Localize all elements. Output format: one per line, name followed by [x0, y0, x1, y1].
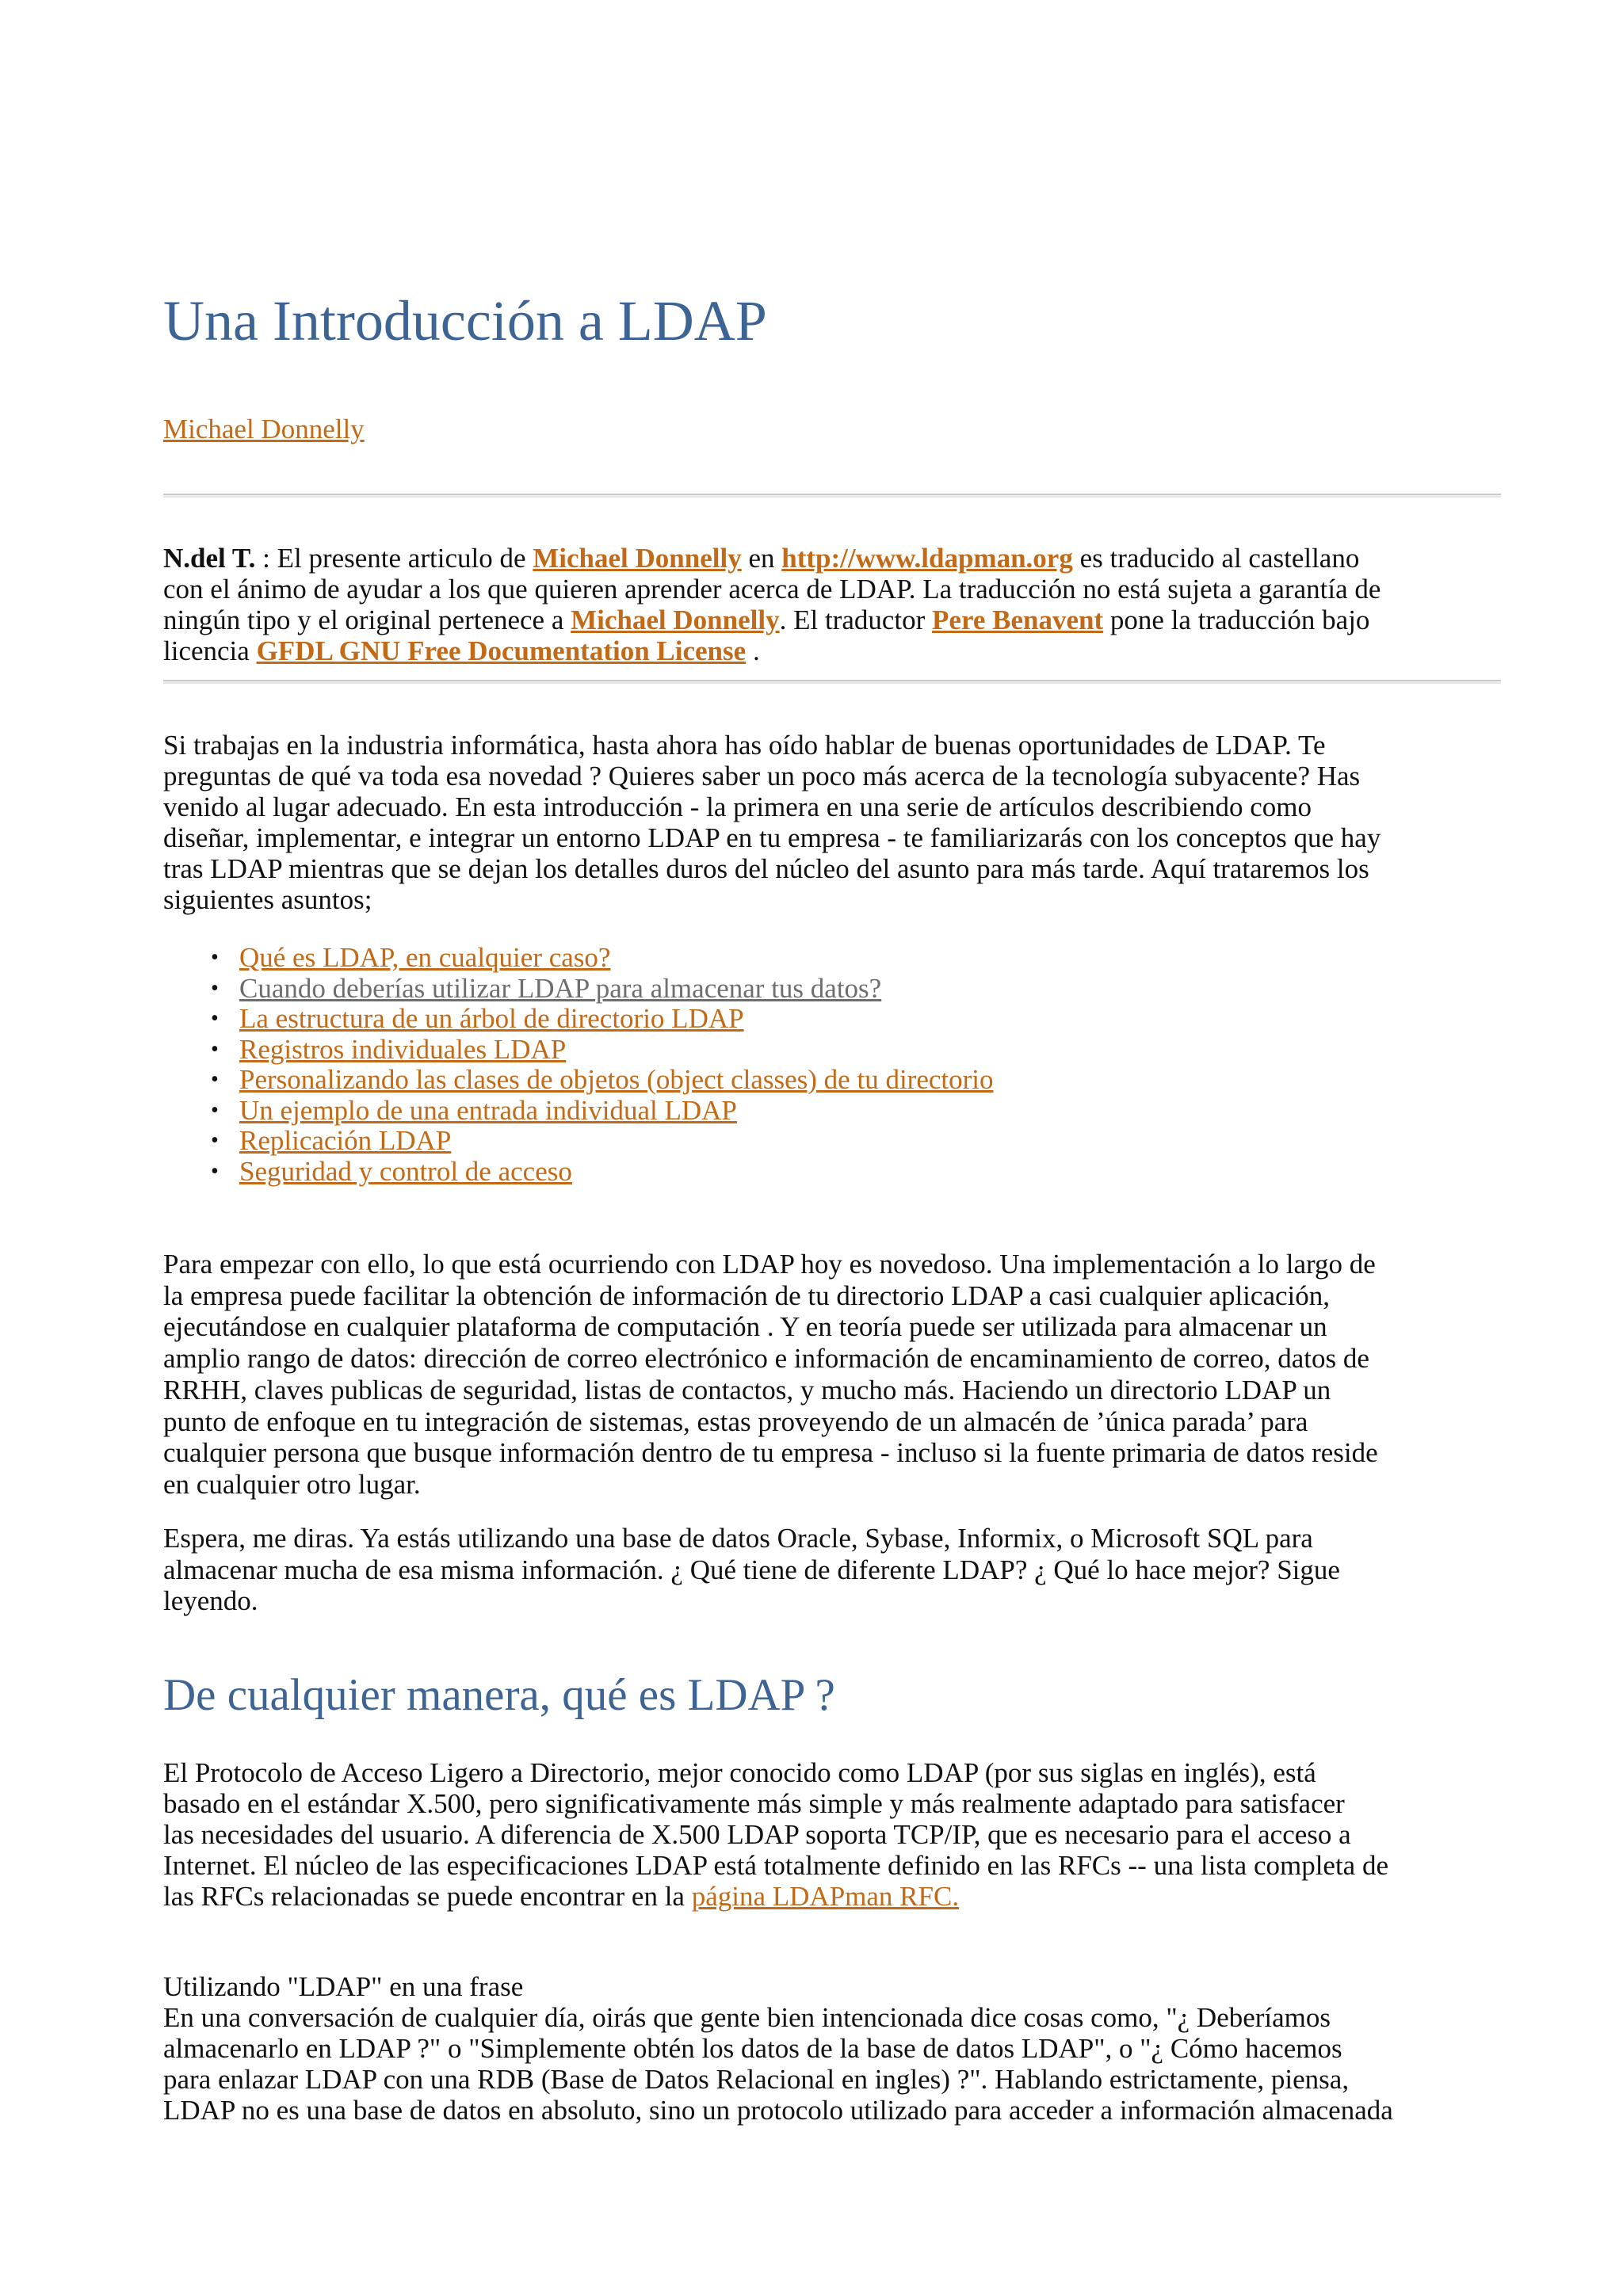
divider-bottom: [163, 680, 1501, 684]
translator-note-label: N.del T.: [163, 543, 256, 574]
toc-link-object-classes[interactable]: Personalizando las clases de objetos (object classes) de tu directorio: [239, 1064, 994, 1095]
paragraph-4: El Protocolo de Acceso Ligero a Directorio, mejor conocido como LDAP (por sus siglas en inglés), está basado en el estándar X.500, pero significativamente más simple y más realmente adaptado para satisfacer las necesidades del usuario. A diferencia de X.500 LDAP soporta TCP/IP, que es necesario para el acceso a Internet. El núcleo de las especificaciones LDAP está totalmente definido en las RFCs -- una lista completa de las RFCs relacionadas se puede encontrar en la página LDAPman RFC.: [163, 1757, 1388, 1912]
toc-link-entry-example[interactable]: Un ejemplo de una entrada individual LDAP: [239, 1094, 737, 1126]
list-item: [203, 1126, 994, 1157]
bullet-icon: •: [211, 1006, 219, 1031]
translator-note-line-1: N.del T. : El presente articulo de Michael Donnelly en http://www.ldapman.org es traducido al castellano: [163, 543, 1360, 574]
toc-link-individual-records[interactable]: Registros individuales LDAP: [239, 1033, 567, 1065]
bullet-icon: •: [211, 975, 219, 1001]
translator-note: [163, 543, 1501, 666]
paragraph-5: En una conversación de cualquier día, oirás que gente bien intencionada dice cosas como, "¿ Deberíamos almacenarlo en LDAP ?" o "Simplemente obtén los datos de la base de datos LDAP", o "¿ Cómo hacemos para enlazar LDAP con una RDB (Base de Datos Relacional en ingles) ?". Hablando estrictamente, piensa, LDAP no es una base de datos en absoluto, sino un protocolo utilizado para acceder a información almacenada: [163, 2002, 1393, 2126]
toc-link-when-to-use[interactable]: Cuando deberías utilizar LDAP para almacenar tus datos?: [239, 972, 882, 1004]
author-link[interactable]: Michael Donnelly: [163, 414, 365, 444]
translator-note-author-link-2[interactable]: Michael Donnelly: [571, 605, 780, 635]
rfc-page-link[interactable]: página LDAPman RFC.: [691, 1881, 960, 1912]
list-item: [203, 1096, 994, 1127]
section-title: De cualquier manera, qué es LDAP ?: [163, 1670, 835, 1720]
toc-link-what-is-ldap[interactable]: Qué es LDAP, en cualquier caso?: [239, 942, 611, 973]
paragraph-3: Espera, me diras. Ya estás utilizando una base de datos Oracle, Sybase, Informix, o Microsoft SQL para almacenar mucha de esa misma información. ¿ Qué tiene de diferente LDAP? ¿ Qué lo hace mejor? Sigue leyendo.: [163, 1523, 1340, 1616]
subheading: Utilizando "LDAP" en una frase: [163, 1971, 524, 2002]
bullet-icon: •: [211, 1036, 219, 1062]
translator-note-line-4: licencia GFDL GNU Free Documentation License .: [163, 635, 760, 666]
toc-link-replication[interactable]: Replicación LDAP: [239, 1125, 452, 1156]
bullet-icon: •: [211, 1128, 219, 1153]
list-item: [203, 1157, 994, 1188]
bullet-icon: •: [211, 1158, 219, 1184]
translator-note-line-3: ningún tipo y el original pertenece a Michael Donnelly. El traductor Pere Benavent pone la traducción bajo: [163, 605, 1370, 635]
list-item: [203, 1004, 994, 1035]
bullet-icon: •: [211, 1067, 219, 1092]
topics-list: [203, 943, 994, 1187]
intro-paragraph: Si trabajas en la industria informática, hasta ahora has oído hablar de buenas oportunidades de LDAP. Te preguntas de qué va toda esa novedad ? Quieres saber un poco más acerca de la tecnología subyacente? Has venido al lugar adecuado. En esta introducción - la primera en una serie de artículos describiendo como diseñar, implementar, e integrar un entorno LDAP en tu empresa - te familiarizarás con los conceptos que hay tras LDAP mientras que se dejan los detalles duros del núcleo del asunto para más tarde. Aquí trataremos los siguientes asuntos;: [163, 730, 1381, 915]
toc-link-tree-structure[interactable]: La estructura de un árbol de directorio LDAP: [239, 1003, 744, 1034]
license-link[interactable]: GFDL GNU Free Documentation License: [256, 635, 747, 666]
bullet-icon: •: [211, 945, 219, 970]
page-title: Una Introducción a LDAP: [163, 289, 767, 353]
divider-top: [163, 494, 1501, 498]
translator-note-author-link[interactable]: Michael Donnelly: [533, 543, 742, 574]
list-item: [203, 974, 994, 1005]
list-item: [203, 943, 994, 974]
translator-link[interactable]: Pere Benavent: [932, 605, 1104, 635]
paragraph-2: Para empezar con ello, lo que está ocurriendo con LDAP hoy es novedoso. Una implementación a lo largo de la empresa puede facilitar la obtención de información de tu directorio LDAP a casi cualquier aplicación, ejecutándose en cualquier plataforma de computación . Y en teoría puede ser utilizada para almacenar un amplio rango de datos: dirección de correo electrónico e información de encaminamiento de correo, datos de RRHH, claves publicas de seguridad, listas de contactos, y mucho más. Haciendo un directorio LDAP un punto de enfoque en tu integración de sistemas, estas proveyendo de un almacén de ’única parada’ para cualquier persona que busque información dentro de tu empresa - incluso si la fuente primaria de datos reside en cualquier otro lugar.: [163, 1249, 1378, 1500]
list-item: [203, 1065, 994, 1096]
translator-note-line-2: con el ánimo de ayudar a los que quieren aprender acerca de LDAP. La traducción no está sujeta a garantía de: [163, 574, 1381, 605]
toc-link-security[interactable]: Seguridad y control de acceso: [239, 1155, 572, 1187]
list-item: [203, 1035, 994, 1066]
bullet-icon: •: [211, 1097, 219, 1123]
ldapman-site-link[interactable]: http://www.ldapman.org: [781, 543, 1073, 574]
